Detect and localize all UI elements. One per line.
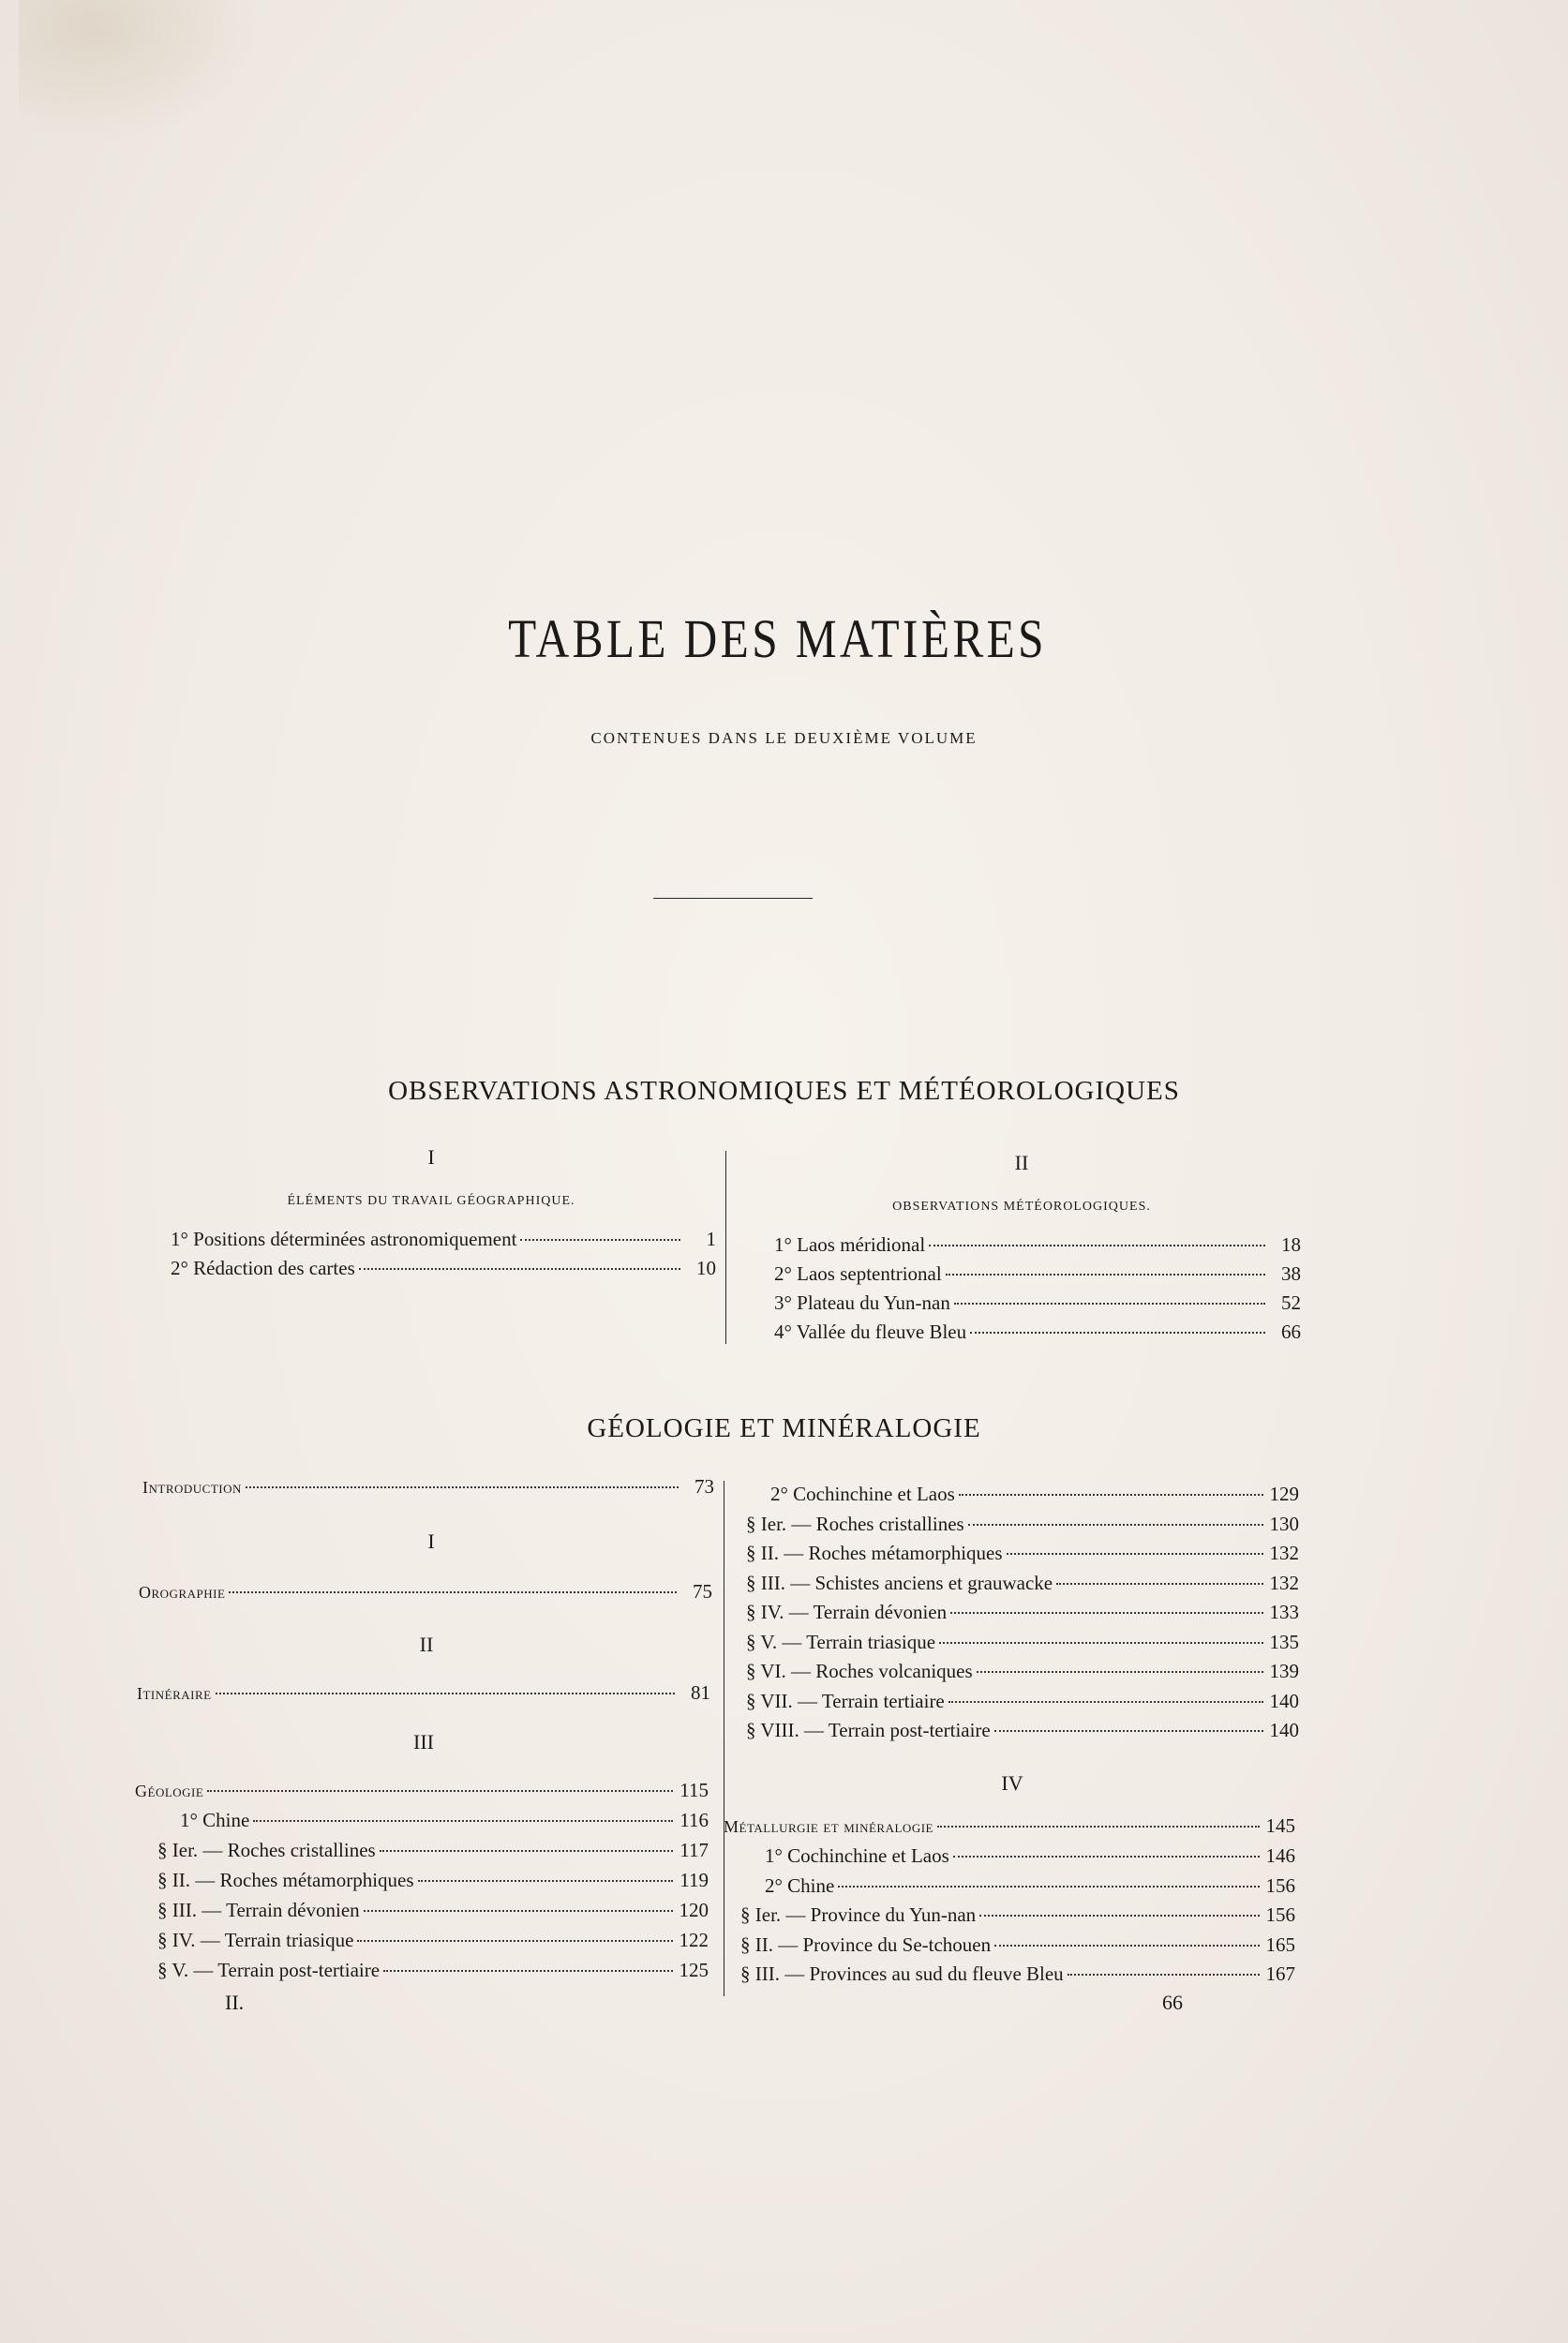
toc-row-geo-right: [746, 1542, 1299, 1570]
toc-label: § Ier. — Province du Yun-nan: [740, 1903, 977, 1926]
col-numeral-2: II: [1014, 1151, 1029, 1174]
toc-page-number: 156: [1265, 1903, 1295, 1926]
leader-dots: [216, 1693, 675, 1694]
toc-label: 1° Positions déterminées astronomiquement: [171, 1228, 517, 1250]
toc-page-number: 75: [693, 1580, 712, 1603]
toc-page-number: 116: [679, 1809, 709, 1831]
leader-dots: [364, 1910, 673, 1912]
toc-page-number: 81: [691, 1681, 710, 1704]
toc-row-astro-1: [171, 1257, 716, 1285]
leader-dots: [359, 1268, 680, 1270]
toc-label: 2° Rédaction des cartes: [171, 1257, 355, 1279]
toc-label: § III. — Terrain dévonien: [157, 1899, 360, 1921]
toc-row-geo-right: [746, 1572, 1299, 1600]
toc-row-metallurgie-sub: [740, 1933, 1295, 1962]
toc-row-geo-right: [746, 1660, 1299, 1688]
toc-page-number: 73: [694, 1475, 714, 1498]
toc-row-metallurgie-sub: [740, 1903, 1295, 1932]
toc-page-number: 167: [1265, 1962, 1295, 1985]
leader-dots: [1007, 1553, 1263, 1555]
toc-page-number: 18: [1281, 1233, 1301, 1256]
leader-dots: [253, 1820, 673, 1822]
toc-page-number: 130: [1269, 1512, 1299, 1535]
toc-row-astro-2: [774, 1291, 1301, 1320]
leader-dots: [954, 1303, 1265, 1305]
leader-dots: [937, 1826, 1260, 1828]
leader-dots: [838, 1886, 1260, 1888]
footer-right-mark: 66: [1162, 1991, 1183, 2014]
toc-page-number: 10: [696, 1257, 716, 1279]
toc-page-number: 115: [679, 1779, 709, 1801]
toc-row-astro-2: [774, 1233, 1301, 1261]
toc-page-number: 66: [1281, 1321, 1301, 1343]
toc-page-number: 146: [1265, 1844, 1295, 1867]
toc-row-astro-1: [171, 1228, 716, 1256]
toc-page-number: 117: [679, 1839, 709, 1861]
toc-label: Introduction: [142, 1478, 242, 1497]
toc-page-number: 139: [1269, 1660, 1299, 1682]
toc-row-metallurgie: [724, 1814, 1295, 1843]
toc-row-geo-left: [157, 1839, 709, 1867]
toc-label: § II. — Province du Se-tchouen: [740, 1933, 992, 1956]
toc-label: Orographie: [139, 1583, 226, 1602]
col-heading-1: ÉLÉMENTS DU TRAVAIL GÉOGRAPHIQUE.: [287, 1194, 575, 1208]
toc-page-number: 125: [679, 1959, 709, 1981]
toc-row-orographie: [139, 1580, 712, 1608]
toc-row-astro-2: [774, 1321, 1301, 1349]
toc-page-number: 145: [1265, 1814, 1295, 1837]
leader-dots: [968, 1524, 1263, 1526]
toc-page-number: 119: [679, 1869, 709, 1891]
toc-row-geo-left: [180, 1809, 709, 1837]
toc-page-number: 156: [1265, 1873, 1295, 1897]
toc-label: § VIII. — Terrain post-tertiaire: [746, 1719, 991, 1741]
leader-dots: [959, 1494, 1263, 1496]
col-heading-2: OBSERVATIONS MÉTÉOROLOGIQUES.: [892, 1200, 1151, 1214]
toc-label: Métallurgie et minéralogie: [724, 1817, 933, 1836]
toc-label: 2° Chine: [765, 1873, 835, 1897]
toc-row-geo-right: [746, 1719, 1299, 1747]
toc-page-number: 140: [1269, 1689, 1299, 1712]
toc-label: 1° Chine: [180, 1809, 250, 1831]
toc-row-geo-left: [157, 1929, 709, 1957]
toc-label: § II. — Roches métamorphiques: [157, 1869, 414, 1891]
leader-dots: [380, 1850, 673, 1852]
toc-page-number: 52: [1281, 1291, 1301, 1314]
leader-dots: [948, 1701, 1263, 1703]
section-title-astro: OBSERVATIONS ASTRONOMIQUES ET MÉTÉOROLOGIQUES: [388, 1076, 1180, 1106]
toc-row-geo-right: [746, 1631, 1299, 1659]
title-rule: [653, 898, 813, 899]
toc-page-number: 133: [1269, 1601, 1299, 1623]
toc-label: § III. — Provinces au sud du fleuve Bleu: [740, 1962, 1064, 1985]
leader-dots: [520, 1239, 680, 1241]
col-numeral-1: I: [427, 1145, 435, 1169]
page-subtitle: CONTENUES DANS LE DEUXIÈME VOLUME: [590, 729, 978, 747]
toc-row-metallurgie-sub: [765, 1874, 1295, 1903]
toc-page-number: 38: [1281, 1262, 1301, 1285]
leader-dots: [207, 1790, 673, 1792]
geo-numeral-2: II: [419, 1633, 434, 1656]
leader-dots: [939, 1642, 1263, 1644]
toc-row-astro-2: [774, 1262, 1301, 1291]
toc-row-introduction: [142, 1475, 714, 1503]
leader-dots: [1068, 1974, 1260, 1976]
leader-dots: [229, 1591, 677, 1593]
leader-dots: [246, 1486, 679, 1488]
toc-label: § VII. — Terrain tertiaire: [746, 1689, 945, 1712]
toc-label: § II. — Roches métamorphiques: [746, 1542, 1003, 1564]
leader-dots: [950, 1612, 1263, 1614]
leader-dots: [1056, 1583, 1263, 1585]
toc-label: 3° Plateau du Yun-nan: [774, 1291, 950, 1314]
leader-dots: [357, 1940, 673, 1942]
toc-label: 2° Cochinchine et Laos: [770, 1483, 955, 1505]
toc-label: 1° Cochinchine et Laos: [765, 1844, 949, 1867]
leader-dots: [977, 1671, 1263, 1673]
geo-numeral-1: I: [427, 1530, 435, 1553]
toc-label: § VI. — Roches volcaniques: [746, 1660, 973, 1682]
toc-label: 4° Vallée du fleuve Bleu: [774, 1321, 967, 1343]
toc-label: § Ier. — Roches cristallines: [157, 1839, 376, 1861]
toc-row-metallurgie-sub: [740, 1962, 1295, 1991]
toc-row-geo-left: [157, 1899, 709, 1927]
toc-row-geo-left: [157, 1869, 709, 1897]
toc-label: § IV. — Terrain dévonien: [746, 1601, 948, 1623]
toc-label: Itinéraire: [137, 1684, 212, 1703]
toc-row-geo-left: [157, 1959, 709, 1987]
toc-label: § IV. — Terrain triasique: [157, 1929, 354, 1951]
toc-row-geo-right: [746, 1690, 1299, 1718]
toc-page-number: 132: [1269, 1571, 1299, 1594]
toc-label: § V. — Terrain triasique: [746, 1630, 936, 1653]
toc-page-number: 165: [1265, 1933, 1295, 1956]
toc-page-number: 1: [706, 1228, 716, 1250]
toc-row-metallurgie-sub: [765, 1844, 1295, 1873]
toc-row-geo-right: [746, 1513, 1299, 1541]
leader-dots: [383, 1970, 673, 1972]
leader-dots: [418, 1880, 673, 1882]
toc-row-geo-right: [770, 1483, 1299, 1511]
leader-dots: [946, 1274, 1265, 1276]
geo-numeral-3: III: [413, 1730, 434, 1754]
section-title-geo: GÉOLOGIE ET MINÉRALOGIE: [587, 1413, 981, 1443]
leader-dots: [970, 1332, 1265, 1334]
paper-stain: [19, 0, 262, 141]
toc-label: Géologie: [135, 1782, 204, 1800]
leader-dots: [994, 1730, 1263, 1732]
column-divider-astro: [725, 1151, 726, 1344]
toc-page-number: 135: [1269, 1630, 1299, 1653]
toc-label: 1° Laos méridional: [774, 1233, 926, 1256]
toc-page-number: 132: [1269, 1542, 1299, 1564]
toc-page-number: 140: [1269, 1719, 1299, 1741]
page-title: TABLE DES MATIÈRES: [508, 608, 1047, 669]
leader-dots: [953, 1856, 1260, 1858]
toc-row-geologie: [135, 1779, 709, 1807]
leader-dots: [929, 1245, 1265, 1246]
toc-label: § Ier. — Roches cristallines: [746, 1512, 964, 1535]
geo-numeral-4: IV: [1001, 1771, 1023, 1795]
toc-row-itineraire: [137, 1681, 710, 1709]
toc-page-number: 122: [679, 1929, 709, 1951]
toc-label: § V. — Terrain post-tertiaire: [157, 1959, 381, 1981]
toc-row-geo-right: [746, 1601, 1299, 1629]
toc-label: 2° Laos septentrional: [774, 1262, 942, 1285]
leader-dots: [994, 1945, 1260, 1947]
toc-page-number: 129: [1269, 1483, 1299, 1505]
footer-left-mark: II.: [225, 1991, 245, 2014]
toc-label: § III. — Schistes anciens et grauwacke: [746, 1571, 1053, 1594]
toc-page-number: 120: [679, 1899, 709, 1921]
leader-dots: [979, 1915, 1260, 1917]
